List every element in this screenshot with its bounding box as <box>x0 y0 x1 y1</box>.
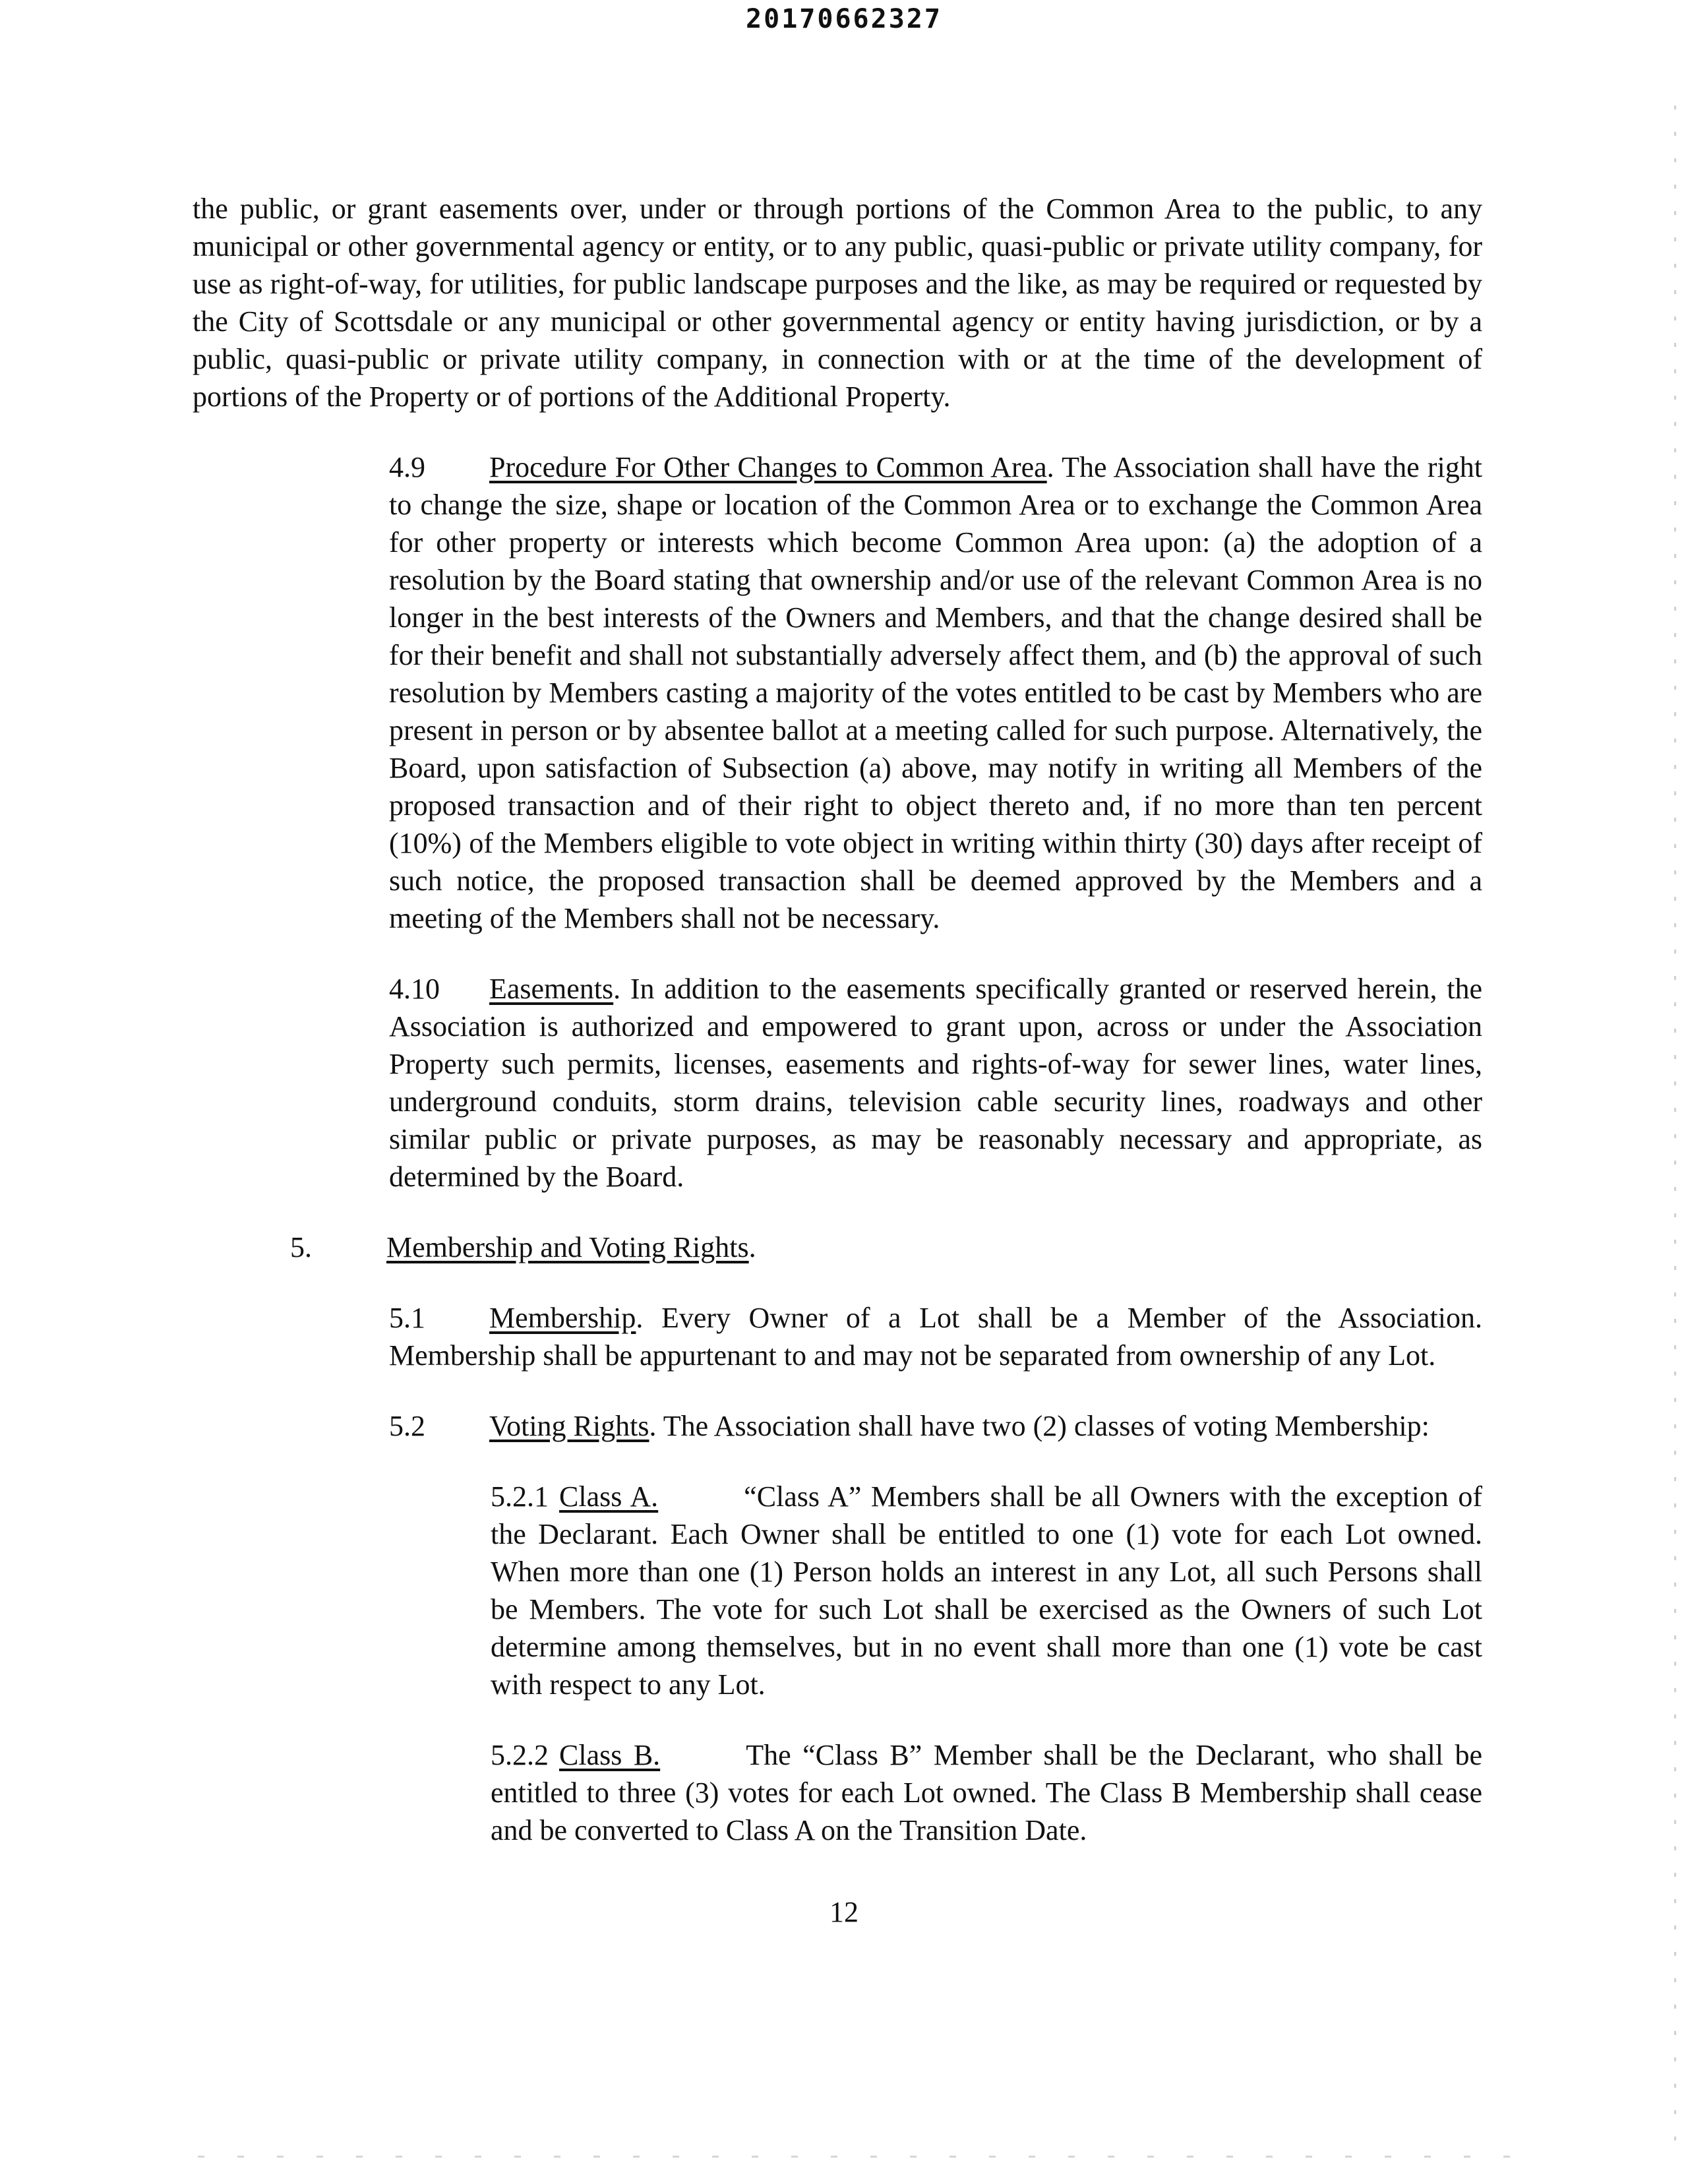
section-title: Class B. <box>559 1739 661 1771</box>
section-number: 4.9 <box>389 451 425 483</box>
section-5-1 <box>193 1299 1482 1374</box>
section-number: 5.2.1 <box>491 1480 549 1513</box>
section-title: Membership <box>489 1302 636 1334</box>
section-text: . <box>748 1231 756 1263</box>
section-text: . In addition to the easements specifically granted or reserved herein, the Association is authorized and empowered to grant upon, across or under the Association Property such permits, licenses, easements and rights-of-way for sewer lines, water lines, underground conduits, storm drains, television cable security lines, roadways and other similar public or private purposes, as may be reasonably necessary and appropriate, as determined by the Board. <box>389 973 1482 1193</box>
section-number: 5.2 <box>389 1410 425 1442</box>
continuation-paragraph: the public, or grant easements over, under or through portions of the Common Area to the public, to any municipal or other governmental agency or entity, or to any public, quasi-public or private utility company, for use as right-of-way, for utilities, for public landscape purposes and the like, as may be required or requested by the City of Scottsdale or any municipal or other governmental agency or entity having jurisdiction, or by a public, quasi-public or private utility company, in connection with or at the time of the development of portions of the Property or of portions of the Additional Property. <box>193 193 1482 413</box>
section-5-2-1 <box>193 1478 1482 1703</box>
section-text: . Every Owner of a Lot shall be a Member of the Association. Membership shall be appurtenant to and may not be separated from ownership of any Lot. <box>389 1302 1482 1372</box>
section-title: Voting Rights <box>489 1410 649 1442</box>
section-text: . The Association shall have two (2) classes of voting Membership: <box>649 1410 1430 1442</box>
section-4-10 <box>193 970 1482 1196</box>
section-title: Easements <box>489 973 614 1005</box>
section-text: The “Class B” Member shall be the Declarant, who shall be entitled to three (3) votes for each Lot owned. The Class B Membership shall cease and be converted to Class A on the Transition Date. <box>491 1739 1482 1846</box>
section-number: 4.10 <box>389 973 440 1005</box>
document-number: 20170662327 <box>746 4 942 34</box>
section-text: . The Association shall have the right to change the size, shape or location of the Common Area or to exchange the Common Area for other property or interests which become Common Area upon: (a) the adoption of a resolution by the Board stating that ownership and/or use of the relevant Common Area is no longer in the best interests of the Owners and Members, and that the change desired shall be for their benefit and shall not substantially adversely affect them, and (b) the approval of such resolution by Members casting a majority of the votes entitled to be cast by Members who are present in person or by absentee ballot at a meeting called for such purpose. Alternatively, the Board, upon satisfaction of Subsection (a) above, may notify in writing all Members of the proposed transaction and of their right to object thereto and, if no more than ten percent (10%) of the Members eligible to vote object in writing within thirty (30) days after receipt of such notice, the proposed transaction shall be deemed approved by the Members and a meeting of the Members shall not be necessary. <box>389 451 1483 934</box>
scan-edge-artifact <box>1674 106 1676 2150</box>
section-number: 5. <box>290 1231 312 1263</box>
section-title: Procedure For Other Changes to Common Area <box>489 451 1047 483</box>
section-5-heading <box>193 1228 1482 1266</box>
scan-bottom-artifact <box>198 2156 1517 2158</box>
section-4-9 <box>193 448 1482 937</box>
section-5-2-2 <box>193 1736 1482 1849</box>
section-title: Membership and Voting Rights <box>386 1231 749 1263</box>
page-number: 12 <box>829 1896 859 1928</box>
section-5-2 <box>193 1407 1482 1445</box>
section-title: Class A. <box>559 1480 659 1513</box>
section-text: “Class A” Members shall be all Owners with the exception of the Declarant. Each Owner shall be entitled to one (1) vote for each Lot owned. When more than one (1) Person holds an interest in any Lot, all such Persons shall be Members. The vote for such Lot shall be exercised as the Owners of such Lot determine among themselves, but in no event shall more than one (1) vote be cast with respect to any Lot. <box>491 1480 1482 1701</box>
page-body <box>193 190 1482 1882</box>
section-number: 5.1 <box>389 1302 425 1334</box>
section-number: 5.2.2 <box>491 1739 549 1771</box>
